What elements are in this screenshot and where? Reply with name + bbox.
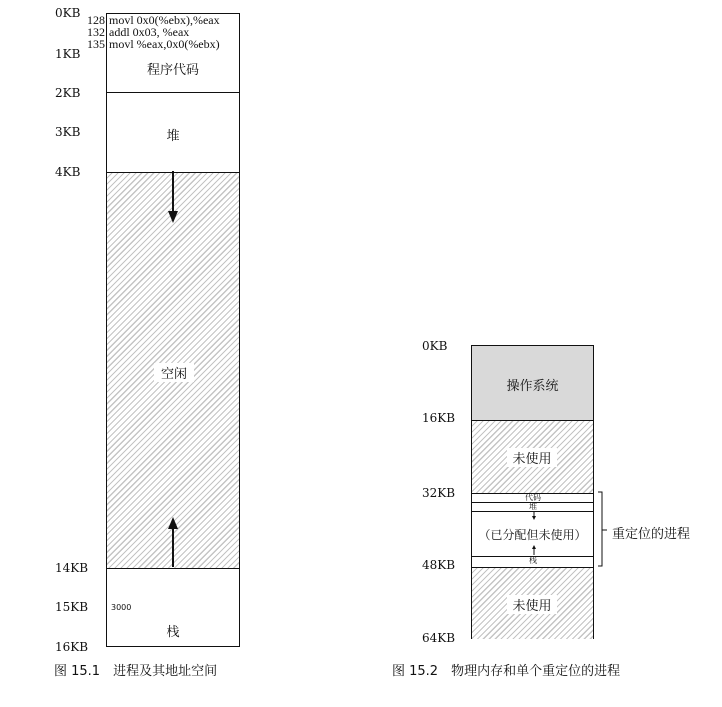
code-instruction: movl 0x0(%ebx),%eax — [109, 13, 220, 27]
kb-label-3: 3KB — [55, 125, 81, 139]
code-address: 132 — [87, 25, 105, 39]
stack-growth-arrow — [168, 517, 178, 567]
code-address: 135 — [87, 37, 105, 51]
kb-label-0: 0KB — [55, 6, 81, 20]
kb-label-1: 1KB — [55, 47, 81, 61]
code-sub-label: 代码 — [525, 493, 541, 502]
relocated-process-label: 重定位的进程 — [612, 527, 691, 542]
heap-label: 堆 — [166, 129, 180, 144]
stack-sub-label: 栈 — [529, 556, 537, 565]
stack-segment — [107, 568, 239, 648]
os-segment — [472, 346, 593, 420]
code-segment-label: 程序代码 — [146, 63, 199, 78]
relocated-process-brace — [596, 490, 612, 570]
os-label: 操作系统 — [506, 379, 559, 394]
stack-value: 3000 — [111, 603, 132, 612]
stack-growth-arrow-small — [532, 545, 536, 555]
code-instruction: movl %eax,0x0(%ebx) — [109, 37, 220, 51]
unused-bottom-segment — [472, 567, 593, 639]
physical-memory-column — [471, 345, 594, 639]
unused-top-segment — [472, 420, 593, 493]
fig2-arrows — [529, 511, 539, 557]
code-instruction: addl 0x03, %eax — [109, 25, 190, 39]
kb-label-2: 2KB — [55, 86, 81, 100]
fig2-caption: 图 15.2 物理内存和单个重定位的进程 — [392, 664, 621, 679]
code-address-column — [86, 14, 105, 50]
stack-label: 栈 — [166, 625, 180, 640]
phys-kb-label-32: 32KB — [422, 486, 456, 500]
free-label: 空闲 — [154, 363, 194, 382]
heap-growth-arrow — [168, 171, 178, 223]
heap-growth-arrow-small — [532, 511, 536, 520]
fig1-arrows — [160, 171, 186, 571]
phys-kb-label-64: 64KB — [422, 631, 456, 645]
heap-segment — [107, 92, 239, 172]
allocated-unused-label: （已分配但未使用） — [478, 528, 587, 542]
fig1-caption: 图 15.1 进程及其地址空间 — [54, 664, 218, 679]
unused-top-label: 未使用 — [507, 448, 557, 467]
unused-bottom-label: 未使用 — [507, 595, 557, 614]
heap-sub-label: 堆 — [529, 502, 537, 511]
phys-kb-label-0: 0KB — [422, 339, 448, 353]
code-instruction-column — [109, 14, 220, 50]
kb-label-14: 14KB — [55, 561, 89, 575]
kb-label-4: 4KB — [55, 165, 81, 179]
phys-kb-label-16: 16KB — [422, 411, 456, 425]
kb-label-15: 15KB — [55, 600, 89, 614]
code-address: 128 — [87, 13, 105, 27]
phys-kb-label-48: 48KB — [422, 558, 456, 572]
kb-label-16: 16KB — [55, 640, 89, 654]
relocated-process-segment — [472, 493, 593, 567]
